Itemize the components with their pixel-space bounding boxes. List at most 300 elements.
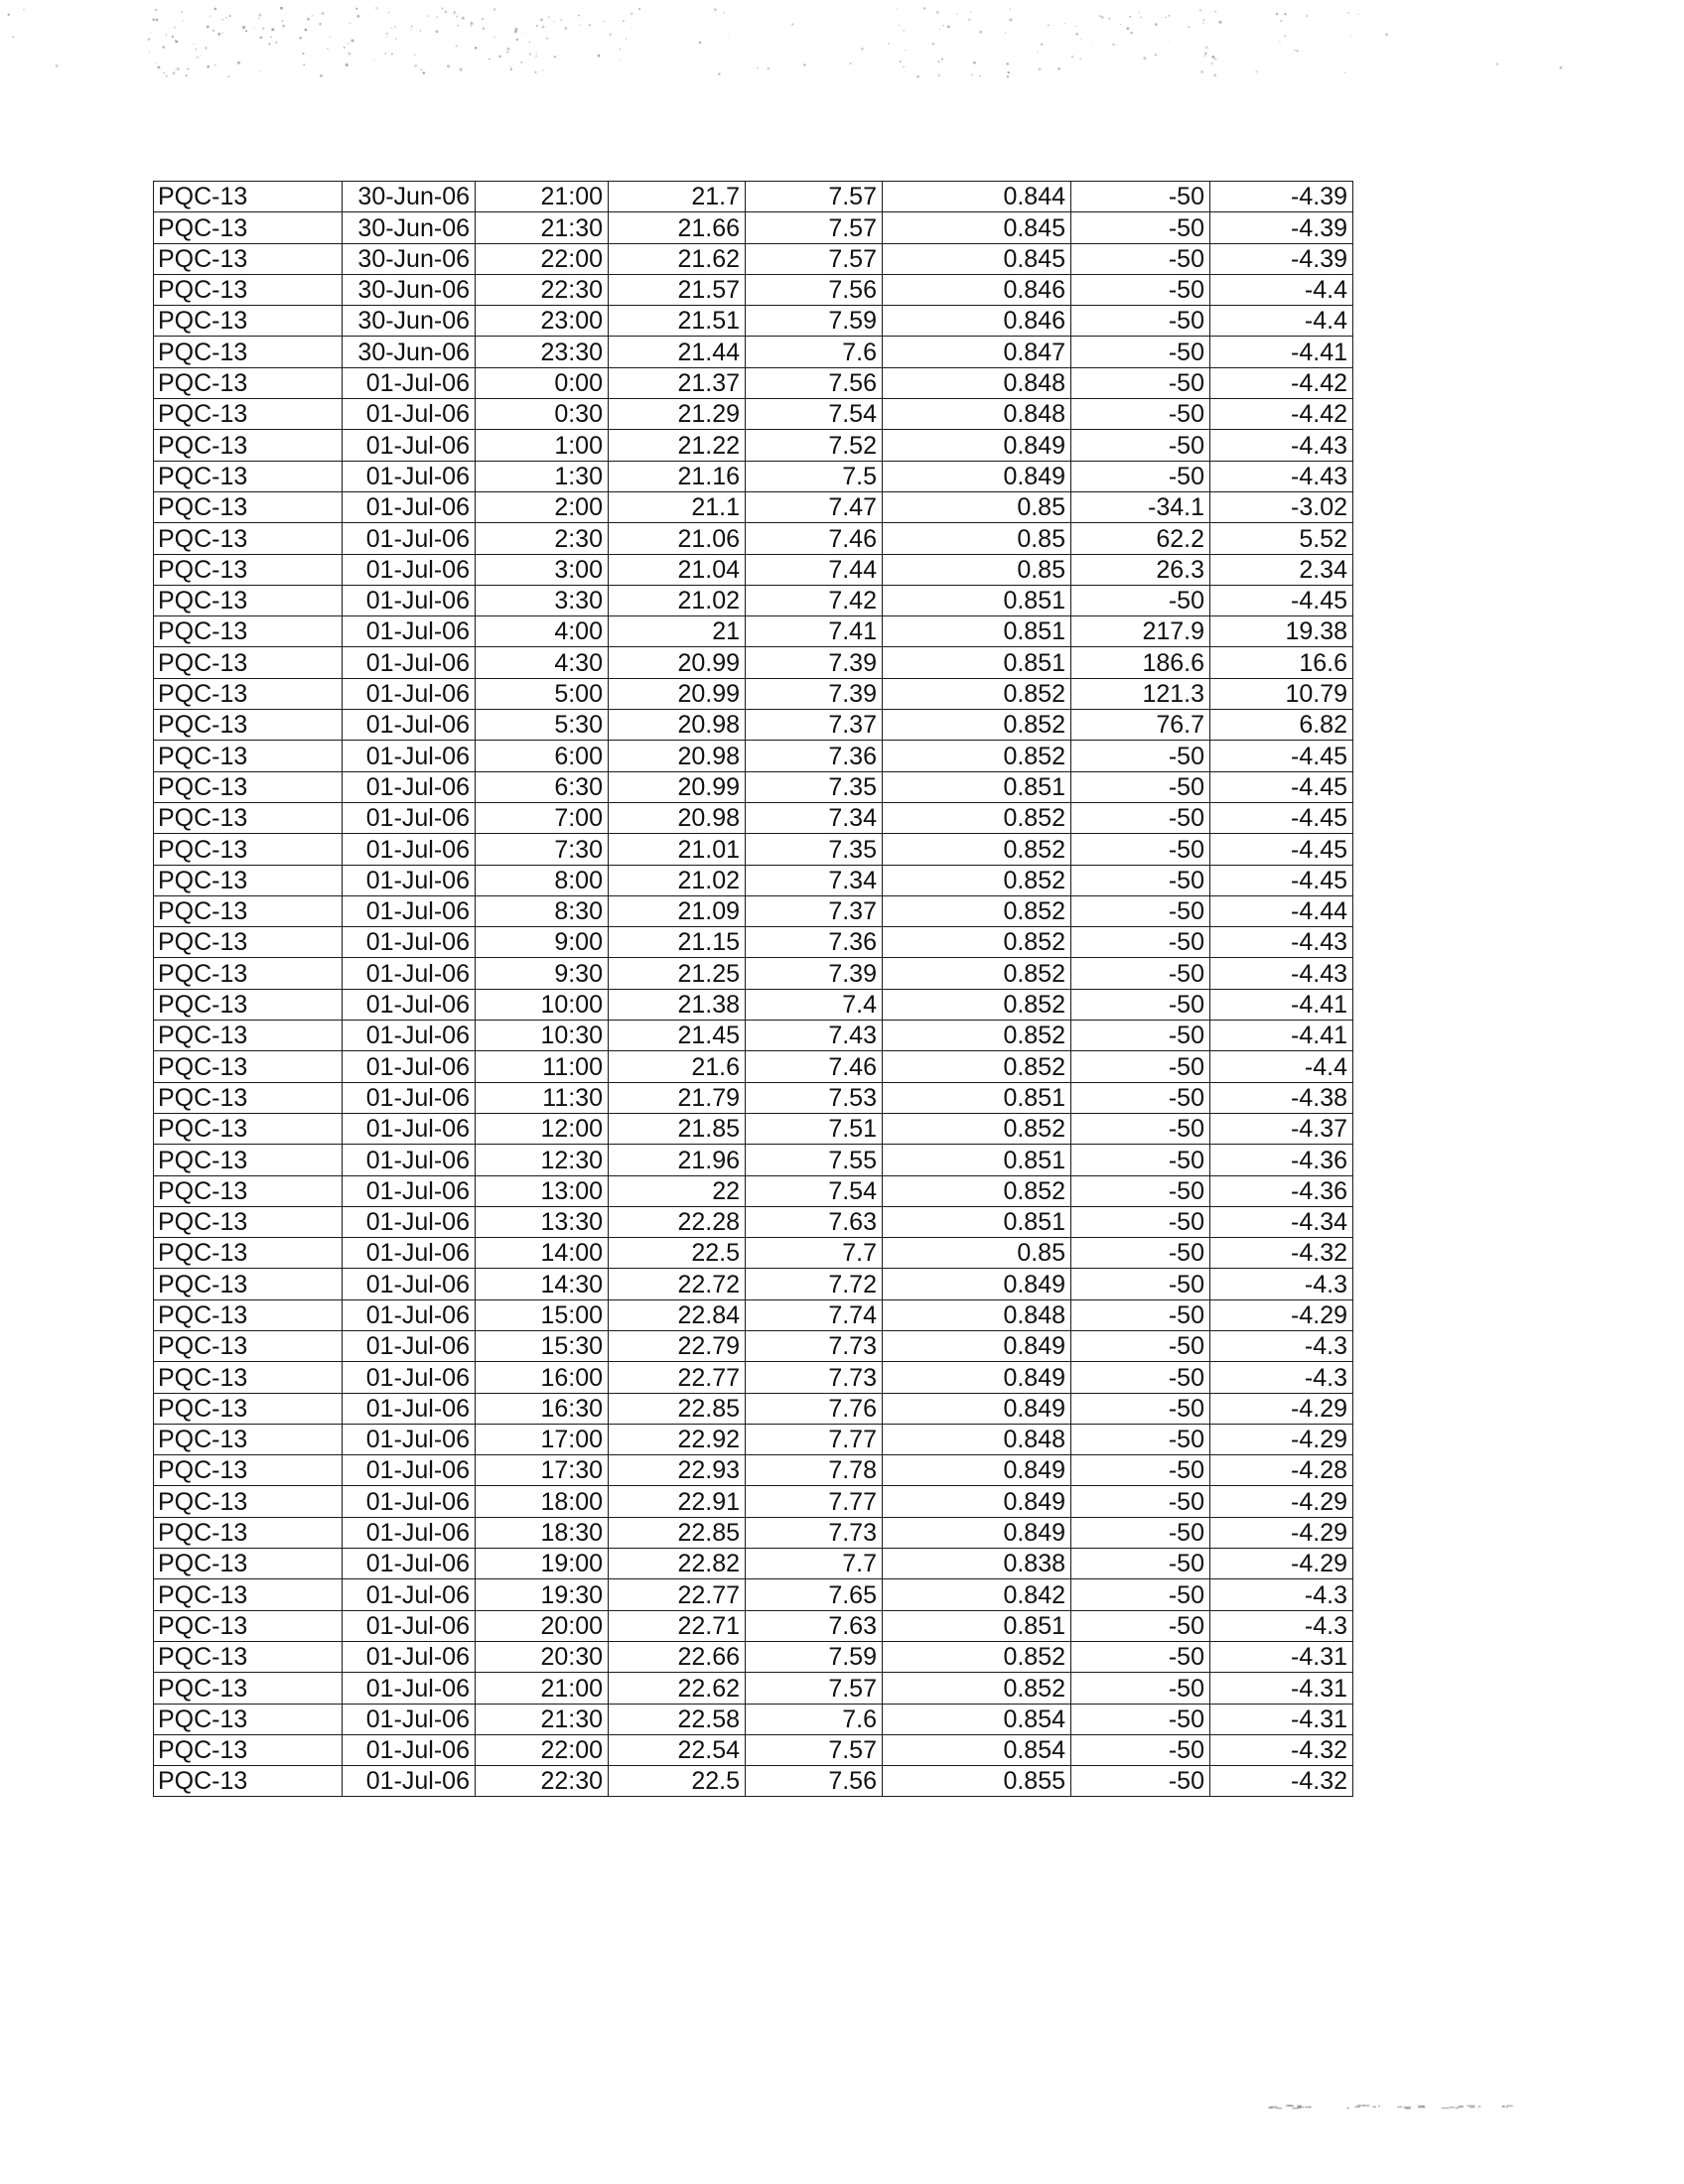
date-cell: 01-Jul-06: [343, 616, 476, 647]
site-cell: PQC-13: [154, 741, 343, 771]
table-row: [154, 554, 1353, 585]
conductivity-cell: 0.855: [883, 1766, 1071, 1797]
site-cell: PQC-13: [154, 1051, 343, 1082]
value-cell: -4.45: [1210, 585, 1353, 615]
site-cell: PQC-13: [154, 927, 343, 958]
table-row: [154, 399, 1353, 430]
temp-cell: 22.79: [609, 1330, 746, 1361]
time-cell: 14:30: [476, 1269, 609, 1299]
site-cell: PQC-13: [154, 1175, 343, 1206]
table-row: [154, 678, 1353, 709]
ph-cell: 7.6: [746, 337, 883, 367]
table-body: [154, 182, 1353, 1797]
temp-cell: 22.5: [609, 1766, 746, 1797]
conductivity-cell: 0.852: [883, 927, 1071, 958]
date-cell: 01-Jul-06: [343, 647, 476, 678]
ph-cell: 7.6: [746, 1704, 883, 1734]
ph-cell: 7.77: [746, 1486, 883, 1517]
temp-cell: 21.37: [609, 367, 746, 398]
reading-cell: -50: [1071, 1641, 1210, 1672]
time-cell: 4:30: [476, 647, 609, 678]
time-cell: 23:00: [476, 306, 609, 337]
date-cell: 01-Jul-06: [343, 554, 476, 585]
time-cell: 7:30: [476, 834, 609, 865]
date-cell: 01-Jul-06: [343, 1549, 476, 1579]
conductivity-cell: 0.848: [883, 399, 1071, 430]
date-cell: 01-Jul-06: [343, 1579, 476, 1610]
ph-cell: 7.54: [746, 1175, 883, 1206]
temp-cell: 21.04: [609, 554, 746, 585]
site-cell: PQC-13: [154, 678, 343, 709]
time-cell: 10:30: [476, 1021, 609, 1051]
date-cell: 01-Jul-06: [343, 1486, 476, 1517]
temp-cell: 20.98: [609, 741, 746, 771]
value-cell: 16.6: [1210, 647, 1353, 678]
conductivity-cell: 0.852: [883, 1641, 1071, 1672]
time-cell: 9:00: [476, 927, 609, 958]
date-cell: 01-Jul-06: [343, 989, 476, 1020]
value-cell: -4.42: [1210, 367, 1353, 398]
conductivity-cell: 0.852: [883, 741, 1071, 771]
ph-cell: 7.63: [746, 1206, 883, 1237]
conductivity-cell: 0.846: [883, 306, 1071, 337]
value-cell: -4.3: [1210, 1362, 1353, 1393]
reading-cell: -50: [1071, 1517, 1210, 1548]
table-row: [154, 1299, 1353, 1330]
table-row: [154, 895, 1353, 926]
reading-cell: -50: [1071, 1362, 1210, 1393]
site-cell: PQC-13: [154, 1610, 343, 1641]
table-row: [154, 1330, 1353, 1361]
date-cell: 01-Jul-06: [343, 1082, 476, 1113]
ph-cell: 7.55: [746, 1145, 883, 1175]
conductivity-cell: 0.85: [883, 523, 1071, 554]
reading-cell: -50: [1071, 461, 1210, 491]
site-cell: PQC-13: [154, 1299, 343, 1330]
value-cell: -4.31: [1210, 1673, 1353, 1704]
ph-cell: 7.35: [746, 771, 883, 802]
reading-cell: 76.7: [1071, 710, 1210, 741]
ph-cell: 7.5: [746, 461, 883, 491]
conductivity-cell: 0.852: [883, 710, 1071, 741]
table-row: [154, 1673, 1353, 1704]
conductivity-cell: 0.852: [883, 1051, 1071, 1082]
ph-cell: 7.37: [746, 895, 883, 926]
ph-cell: 7.7: [746, 1549, 883, 1579]
date-cell: 30-Jun-06: [343, 337, 476, 367]
temp-cell: 21.29: [609, 399, 746, 430]
ph-cell: 7.51: [746, 1113, 883, 1144]
ph-cell: 7.56: [746, 367, 883, 398]
value-cell: -4.4: [1210, 306, 1353, 337]
temp-cell: 22.72: [609, 1269, 746, 1299]
date-cell: 01-Jul-06: [343, 1206, 476, 1237]
time-cell: 2:30: [476, 523, 609, 554]
table-row: [154, 461, 1353, 491]
site-cell: PQC-13: [154, 1734, 343, 1765]
value-cell: -4.45: [1210, 834, 1353, 865]
table-row: [154, 710, 1353, 741]
temp-cell: 22.62: [609, 1673, 746, 1704]
date-cell: 01-Jul-06: [343, 895, 476, 926]
conductivity-cell: 0.851: [883, 1610, 1071, 1641]
table-row: [154, 1579, 1353, 1610]
conductivity-cell: 0.852: [883, 802, 1071, 833]
ph-cell: 7.57: [746, 243, 883, 274]
value-cell: -4.28: [1210, 1455, 1353, 1486]
table-row: [154, 306, 1353, 337]
table-row: [154, 491, 1353, 522]
conductivity-cell: 0.852: [883, 1113, 1071, 1144]
value-cell: -4.39: [1210, 212, 1353, 243]
date-cell: 01-Jul-06: [343, 1734, 476, 1765]
time-cell: 21:00: [476, 1673, 609, 1704]
value-cell: -4.45: [1210, 865, 1353, 895]
ph-cell: 7.7: [746, 1238, 883, 1269]
value-cell: -4.34: [1210, 1206, 1353, 1237]
ph-cell: 7.36: [746, 927, 883, 958]
time-cell: 6:00: [476, 741, 609, 771]
reading-cell: -50: [1071, 274, 1210, 305]
date-cell: 01-Jul-06: [343, 927, 476, 958]
site-cell: PQC-13: [154, 771, 343, 802]
value-cell: -4.29: [1210, 1299, 1353, 1330]
time-cell: 2:00: [476, 491, 609, 522]
conductivity-cell: 0.849: [883, 1517, 1071, 1548]
temp-cell: 22.66: [609, 1641, 746, 1672]
table-row: [154, 1021, 1353, 1051]
date-cell: 01-Jul-06: [343, 491, 476, 522]
table-row: [154, 1455, 1353, 1486]
table-row: [154, 1610, 1353, 1641]
table-row: [154, 741, 1353, 771]
temp-cell: 21.45: [609, 1021, 746, 1051]
conductivity-cell: 0.842: [883, 1579, 1071, 1610]
date-cell: 30-Jun-06: [343, 306, 476, 337]
table-row: [154, 1269, 1353, 1299]
reading-cell: -50: [1071, 1206, 1210, 1237]
conductivity-cell: 0.852: [883, 1021, 1071, 1051]
table-row: [154, 958, 1353, 989]
conductivity-cell: 0.854: [883, 1704, 1071, 1734]
reading-cell: -50: [1071, 306, 1210, 337]
time-cell: 11:00: [476, 1051, 609, 1082]
reading-cell: -50: [1071, 1766, 1210, 1797]
table-row: [154, 523, 1353, 554]
site-cell: PQC-13: [154, 585, 343, 615]
reading-cell: -50: [1071, 1021, 1210, 1051]
date-cell: 01-Jul-06: [343, 1641, 476, 1672]
conductivity-cell: 0.849: [883, 1486, 1071, 1517]
reading-cell: 26.3: [1071, 554, 1210, 585]
conductivity-cell: 0.851: [883, 1206, 1071, 1237]
conductivity-cell: 0.85: [883, 1238, 1071, 1269]
value-cell: -4.43: [1210, 430, 1353, 461]
reading-cell: -50: [1071, 243, 1210, 274]
conductivity-cell: 0.848: [883, 1299, 1071, 1330]
table-row: [154, 1082, 1353, 1113]
conductivity-cell: 0.838: [883, 1549, 1071, 1579]
table-row: [154, 834, 1353, 865]
conductivity-cell: 0.852: [883, 895, 1071, 926]
value-cell: 2.34: [1210, 554, 1353, 585]
ph-cell: 7.53: [746, 1082, 883, 1113]
reading-cell: -50: [1071, 1549, 1210, 1579]
conductivity-cell: 0.852: [883, 989, 1071, 1020]
temp-cell: 21.22: [609, 430, 746, 461]
temp-cell: 22.91: [609, 1486, 746, 1517]
date-cell: 01-Jul-06: [343, 1424, 476, 1454]
ph-cell: 7.57: [746, 1734, 883, 1765]
time-cell: 15:00: [476, 1299, 609, 1330]
table-row: [154, 771, 1353, 802]
temp-cell: 22.54: [609, 1734, 746, 1765]
ph-cell: 7.47: [746, 491, 883, 522]
date-cell: 01-Jul-06: [343, 834, 476, 865]
conductivity-cell: 0.851: [883, 1145, 1071, 1175]
temp-cell: 22.77: [609, 1579, 746, 1610]
date-cell: 01-Jul-06: [343, 1393, 476, 1424]
table-row: [154, 1362, 1353, 1393]
date-cell: 01-Jul-06: [343, 1051, 476, 1082]
value-cell: -4.38: [1210, 1082, 1353, 1113]
conductivity-cell: 0.849: [883, 461, 1071, 491]
date-cell: 30-Jun-06: [343, 212, 476, 243]
conductivity-cell: 0.849: [883, 1330, 1071, 1361]
ph-cell: 7.72: [746, 1269, 883, 1299]
site-cell: PQC-13: [154, 243, 343, 274]
value-cell: -4.39: [1210, 182, 1353, 212]
table-row: [154, 647, 1353, 678]
table-row: [154, 1206, 1353, 1237]
temp-cell: 22.71: [609, 1610, 746, 1641]
value-cell: -4.44: [1210, 895, 1353, 926]
site-cell: PQC-13: [154, 1269, 343, 1299]
conductivity-cell: 0.849: [883, 1362, 1071, 1393]
temp-cell: 21.25: [609, 958, 746, 989]
time-cell: 7:00: [476, 802, 609, 833]
conductivity-cell: 0.852: [883, 678, 1071, 709]
site-cell: PQC-13: [154, 1082, 343, 1113]
conductivity-cell: 0.845: [883, 212, 1071, 243]
ph-cell: 7.39: [746, 678, 883, 709]
ph-cell: 7.4: [746, 989, 883, 1020]
conductivity-cell: 0.851: [883, 1082, 1071, 1113]
site-cell: PQC-13: [154, 1517, 343, 1548]
site-cell: PQC-13: [154, 1238, 343, 1269]
table-row: [154, 1175, 1353, 1206]
site-cell: PQC-13: [154, 1021, 343, 1051]
table-row: [154, 585, 1353, 615]
table-row: [154, 1051, 1353, 1082]
table-row: [154, 1113, 1353, 1144]
ph-cell: 7.57: [746, 212, 883, 243]
value-cell: -4.3: [1210, 1579, 1353, 1610]
date-cell: 01-Jul-06: [343, 1766, 476, 1797]
time-cell: 11:30: [476, 1082, 609, 1113]
temp-cell: 21.02: [609, 585, 746, 615]
ph-cell: 7.37: [746, 710, 883, 741]
time-cell: 3:00: [476, 554, 609, 585]
ph-cell: 7.73: [746, 1517, 883, 1548]
date-cell: 01-Jul-06: [343, 1704, 476, 1734]
time-cell: 21:00: [476, 182, 609, 212]
reading-cell: -50: [1071, 1579, 1210, 1610]
time-cell: 8:00: [476, 865, 609, 895]
reading-cell: -50: [1071, 865, 1210, 895]
time-cell: 18:00: [476, 1486, 609, 1517]
temp-cell: 22.85: [609, 1517, 746, 1548]
ph-cell: 7.34: [746, 865, 883, 895]
value-cell: -4.45: [1210, 771, 1353, 802]
value-cell: -4.29: [1210, 1549, 1353, 1579]
value-cell: -4.41: [1210, 337, 1353, 367]
reading-cell: -50: [1071, 1113, 1210, 1144]
site-cell: PQC-13: [154, 554, 343, 585]
table-row: [154, 616, 1353, 647]
reading-cell: -50: [1071, 399, 1210, 430]
time-cell: 5:30: [476, 710, 609, 741]
reading-cell: -50: [1071, 1330, 1210, 1361]
site-cell: PQC-13: [154, 647, 343, 678]
site-cell: PQC-13: [154, 1549, 343, 1579]
temp-cell: 22.82: [609, 1549, 746, 1579]
conductivity-cell: 0.852: [883, 1175, 1071, 1206]
reading-cell: -50: [1071, 1269, 1210, 1299]
ph-cell: 7.57: [746, 1673, 883, 1704]
date-cell: 01-Jul-06: [343, 771, 476, 802]
date-cell: 01-Jul-06: [343, 1269, 476, 1299]
reading-cell: -50: [1071, 430, 1210, 461]
temp-cell: 21.01: [609, 834, 746, 865]
reading-cell: -50: [1071, 1734, 1210, 1765]
temp-cell: 21.06: [609, 523, 746, 554]
date-cell: 01-Jul-06: [343, 1330, 476, 1361]
table-row: [154, 1486, 1353, 1517]
date-cell: 01-Jul-06: [343, 399, 476, 430]
temp-cell: 22.28: [609, 1206, 746, 1237]
site-cell: PQC-13: [154, 710, 343, 741]
time-cell: 22:30: [476, 1766, 609, 1797]
reading-cell: -50: [1071, 1145, 1210, 1175]
time-cell: 0:30: [476, 399, 609, 430]
date-cell: 01-Jul-06: [343, 958, 476, 989]
site-cell: PQC-13: [154, 1455, 343, 1486]
site-cell: PQC-13: [154, 616, 343, 647]
value-cell: -4.4: [1210, 274, 1353, 305]
value-cell: -4.3: [1210, 1330, 1353, 1361]
time-cell: 3:30: [476, 585, 609, 615]
reading-cell: -50: [1071, 1393, 1210, 1424]
temp-cell: 22.5: [609, 1238, 746, 1269]
value-cell: -4.45: [1210, 741, 1353, 771]
value-cell: -4.45: [1210, 802, 1353, 833]
ph-cell: 7.77: [746, 1424, 883, 1454]
site-cell: PQC-13: [154, 461, 343, 491]
date-cell: 30-Jun-06: [343, 182, 476, 212]
conductivity-cell: 0.852: [883, 834, 1071, 865]
time-cell: 6:30: [476, 771, 609, 802]
value-cell: -4.37: [1210, 1113, 1353, 1144]
value-cell: -4.31: [1210, 1641, 1353, 1672]
table-row: [154, 1766, 1353, 1797]
value-cell: 6.82: [1210, 710, 1353, 741]
site-cell: PQC-13: [154, 1145, 343, 1175]
time-cell: 21:30: [476, 212, 609, 243]
reading-cell: -50: [1071, 927, 1210, 958]
reading-cell: 62.2: [1071, 523, 1210, 554]
reading-cell: -50: [1071, 1238, 1210, 1269]
reading-cell: -50: [1071, 1175, 1210, 1206]
time-cell: 17:30: [476, 1455, 609, 1486]
reading-cell: -50: [1071, 1673, 1210, 1704]
site-cell: PQC-13: [154, 306, 343, 337]
ph-cell: 7.54: [746, 399, 883, 430]
date-cell: 01-Jul-06: [343, 710, 476, 741]
site-cell: PQC-13: [154, 1206, 343, 1237]
value-cell: -4.4: [1210, 1051, 1353, 1082]
time-cell: 1:00: [476, 430, 609, 461]
ph-cell: 7.42: [746, 585, 883, 615]
reading-cell: -50: [1071, 1299, 1210, 1330]
site-cell: PQC-13: [154, 834, 343, 865]
value-cell: -4.41: [1210, 989, 1353, 1020]
temp-cell: 21.96: [609, 1145, 746, 1175]
temp-cell: 21.44: [609, 337, 746, 367]
reading-cell: -50: [1071, 212, 1210, 243]
scan-noise: [0, 0, 1684, 159]
reading-cell: -50: [1071, 585, 1210, 615]
reading-cell: -50: [1071, 1424, 1210, 1454]
site-cell: PQC-13: [154, 1424, 343, 1454]
value-cell: 19.38: [1210, 616, 1353, 647]
conductivity-cell: 0.844: [883, 182, 1071, 212]
value-cell: -4.32: [1210, 1238, 1353, 1269]
site-cell: PQC-13: [154, 802, 343, 833]
conductivity-cell: 0.849: [883, 430, 1071, 461]
time-cell: 14:00: [476, 1238, 609, 1269]
reading-cell: -34.1: [1071, 491, 1210, 522]
temp-cell: 22.93: [609, 1455, 746, 1486]
table-row: [154, 1145, 1353, 1175]
temp-cell: 20.99: [609, 678, 746, 709]
temp-cell: 21.85: [609, 1113, 746, 1144]
reading-cell: -50: [1071, 367, 1210, 398]
time-cell: 13:30: [476, 1206, 609, 1237]
time-cell: 20:30: [476, 1641, 609, 1672]
date-cell: 01-Jul-06: [343, 1610, 476, 1641]
table-row: [154, 1517, 1353, 1548]
date-cell: 01-Jul-06: [343, 523, 476, 554]
reading-cell: -50: [1071, 1486, 1210, 1517]
table-row: [154, 1424, 1353, 1454]
ph-cell: 7.39: [746, 647, 883, 678]
conductivity-cell: 0.849: [883, 1393, 1071, 1424]
date-cell: 01-Jul-06: [343, 865, 476, 895]
reading-cell: -50: [1071, 182, 1210, 212]
temp-cell: 21.62: [609, 243, 746, 274]
date-cell: 01-Jul-06: [343, 1673, 476, 1704]
ph-cell: 7.36: [746, 741, 883, 771]
temp-cell: 21.79: [609, 1082, 746, 1113]
reading-cell: -50: [1071, 1704, 1210, 1734]
site-cell: PQC-13: [154, 1641, 343, 1672]
time-cell: 8:30: [476, 895, 609, 926]
temp-cell: 20.99: [609, 647, 746, 678]
reading-cell: -50: [1071, 1610, 1210, 1641]
conductivity-cell: 0.852: [883, 1673, 1071, 1704]
ph-cell: 7.59: [746, 306, 883, 337]
